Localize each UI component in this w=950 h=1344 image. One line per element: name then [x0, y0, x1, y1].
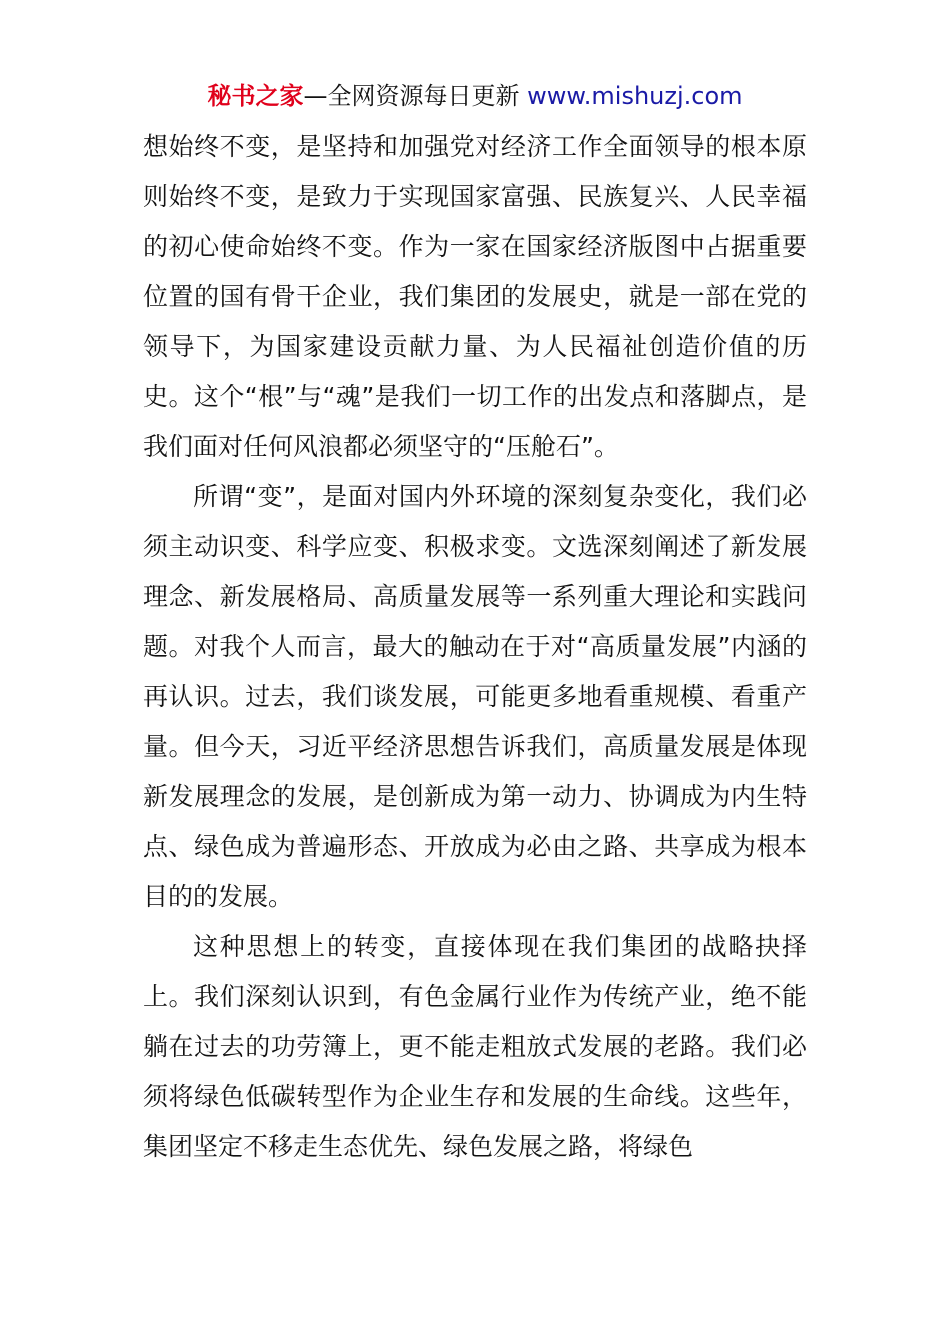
header-tagline: —全网资源每日更新 [303, 82, 520, 110]
site-header [0, 80, 950, 112]
site-url-link[interactable]: www.mishuzj.com [527, 82, 743, 110]
paragraph-1: 想始终不变，是坚持和加强党对经济工作全面领导的根本原则始终不变，是致力于实现国家富强、民族复兴、人民幸福的初心使命始终不变。作为一家在国家经济版图中占据重要位置的国有骨干企业，我们集团的发展史，就是一部在党的领导下，为国家建设贡献力量、为人民福祉创造价值的历史。这个“根”与“魂”是我们一切工作的出发点和落脚点，是我们面对任何风浪都必须坚守的“压舱石”。 [143, 132, 807, 461]
paragraph-2: 所谓“变”，是面对国内外环境的深刻复杂变化，我们必须主动识变、科学应变、积极求变。文选深刻阐述了新发展理念、新发展格局、高质量发展等一系列重大理论和实践问题。对我个人而言，最大的触动在于对“高质量发展”内涵的再认识。过去，我们谈发展，可能更多地看重规模、看重产量。但今天，习近平经济思想告诉我们，高质量发展是体现新发展理念的发展，是创新成为第一动力、协调成为内生特点、绿色成为普遍形态、开放成为必由之路、共享成为根本目的的发展。 [143, 482, 807, 911]
brand-name: 秘书之家 [207, 82, 304, 110]
document-body [143, 122, 807, 1172]
paragraph-3: 这种思想上的转变，直接体现在我们集团的战略抉择上。我们深刻认识到，有色金属行业作为传统产业，绝不能躺在过去的功劳簿上，更不能走粗放式发展的老路。我们必须将绿色低碳转型作为企业生存和发展的生命线。这些年，集团坚定不移走生态优先、绿色发展之路，将绿色 [143, 932, 807, 1161]
